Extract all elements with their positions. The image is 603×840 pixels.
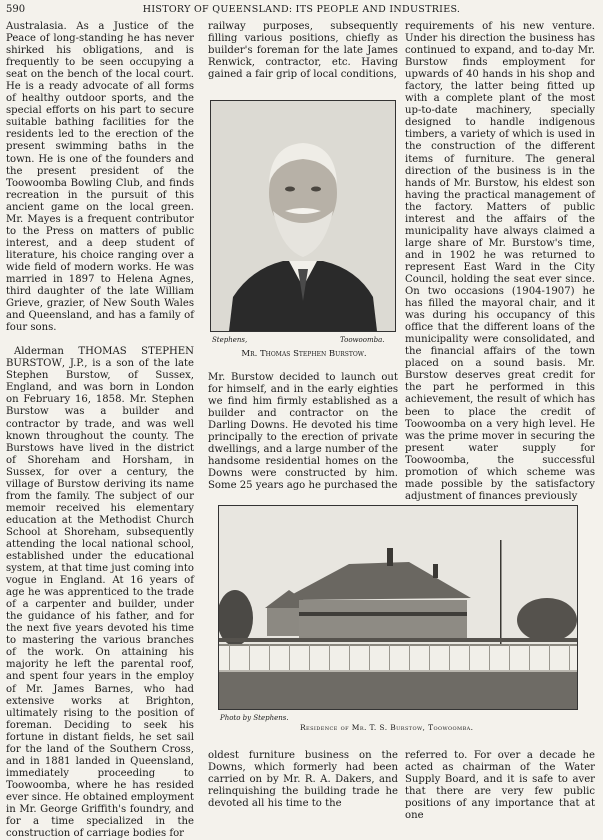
house-photo-caption: Residence of Mr. T. S. Burstow, Toowoomba. [300, 723, 474, 732]
column-middle-bottom: oldest furniture business on the Downs, which formerly had been carried on by Mr. R. A. Dakers, and relinquishing the building trade he devoted all his time to the [208, 750, 398, 810]
page-header [6, 4, 597, 18]
column-middle-top: railway purposes, subsequently filling various positions, chiefly as builder's foreman for the late James Renwick, contractor, etc. Having gained a fair grip of local conditions, [208, 21, 398, 81]
portrait-credit-left: Stephens, [212, 336, 248, 344]
portrait-image [211, 101, 395, 331]
house-image [219, 506, 577, 709]
portrait-credit-right: Toowoomba. [340, 336, 385, 344]
burstow-paragraph [6, 346, 194, 840]
house-photo-credit: Photo by Stephens. [220, 714, 289, 722]
page-number: 590 [6, 4, 26, 15]
house-photo [218, 505, 578, 710]
mayes-paragraph: Australasia. As a Justice of the Peace of long-standing he has never shirked his obligations, and is frequently to be seen occupying a seat on the bench of the local court. He is a ready advocate of all forms of healthy outdoor sports, and the special efforts on his part to secure suitable bathing facilities for the residents led to the erection of the present swimming baths in the town. He is one of the founders and the present president of the Toowoomba Bowling Club, and finds recreation in the pursuit of this ancient game on the local green. Mr. Mayes is a frequent contributor to the Press on matters of public interest, and a deep student of literature, his choice ranging over a wide field of modern works. He was married in 1897 to Helena Agnes, third daughter of the late William Grieve, grazier, of New South Wales and Queensland, and has a family of four sons. [6, 21, 194, 334]
portrait-photo [210, 100, 396, 332]
column-right-bottom: referred to. For over a decade he acted as chairman of the Water Supply Board, and it is safe to aver that there are very few public positions of any importance that at one [405, 750, 595, 822]
running-title: HISTORY OF QUEENSLAND: ITS PEOPLE AND INDUSTRIES. [142, 4, 461, 15]
portrait-caption: Mr. Thomas Stephen Burstow. [241, 349, 367, 359]
column-middle-mid: Mr. Burstow decided to launch out for himself, and in the early eighties we find him firmly established as a builder and contractor on the Darling Downs. He devoted his time principally to the erection of private dwellings, and a large number of the handsome residential homes on the Downs were constructed by him. Some 25 years ago he purchased the [208, 372, 398, 492]
column-left [6, 21, 194, 840]
burstow-lead: Alderman [14, 346, 64, 358]
column-right-top: requirements of his new venture. Under his direction the business has continued to expand, and to-day Mr. Burstow finds employment for upwards of 40 hands in his shop and factory, the latter being fitted up with a complete plant of the most up-to-date machinery, specially designed to handle indigenous timbers, a variety of which is used in the construction of the different items of furniture. The general direction of the business is in the hands of Mr. Burstow, his eldest son having the practical management of the factory. Matters of public interest and the affairs of the municipality have always claimed a large share of Mr. Burstow's time, and in 1902 he was returned to represent East Ward in the City Council, holding the seat ever since. On two occasions (1904-1907) he has filled the mayoral chair, and it was during his occupancy of this office that the different loans of the municipality were consolidated, and the financial affairs of the town placed on a sound basis. Mr. Burstow deserves great credit for the part he performed in this achievement, the result of which has been to place the credit of Toowoomba on a very high level. He was the prime mover in securing the present water supply for Toowoomba, the successful promotion of which scheme was made possible by the satisfactory adjustment of finances previously [405, 21, 595, 502]
burstow-name: THOMAS STEPHEN BURSTOW [6, 346, 194, 370]
burstow-body: , J.P., is a son of the late Stephen Burstow, of Sussex, England, and was born in London on February 16, 1858. Mr. Stephen Burstow was a builder and contractor by trade, and was well known throughout the county. The Burstows have lived in the district of Shoreham and Horsham, in Sussex, for over a century, the village of Burstow deriving its name from the family. The subject of our memoir received his elementary education at the Methodist Church School at Shoreham, subsequently attending the local national school, established under the educational system, at that time just coming into vogue in England. At 16 years of age he was apprenticed to the trade of a carpenter and builder, under the guidance of his father, and for the next five years devoted his time to mastering the various branches of the work. On attaining his majority he left the parental roof, and spent four years in the employ of Mr. James Barnes, who had extensive works at Brighton, ultimately rising to the position of foreman. Deciding to seek his fortune in distant fields, he set sail for the land of the Southern Cross, and in 1881 landed in Queensland, immediately proceeding to Toowoomba, where he has resided ever since. He obtained employment in Mr. George Griffith's foundry, and for a time specialized in the construction of carriage bodies for [6, 358, 194, 840]
